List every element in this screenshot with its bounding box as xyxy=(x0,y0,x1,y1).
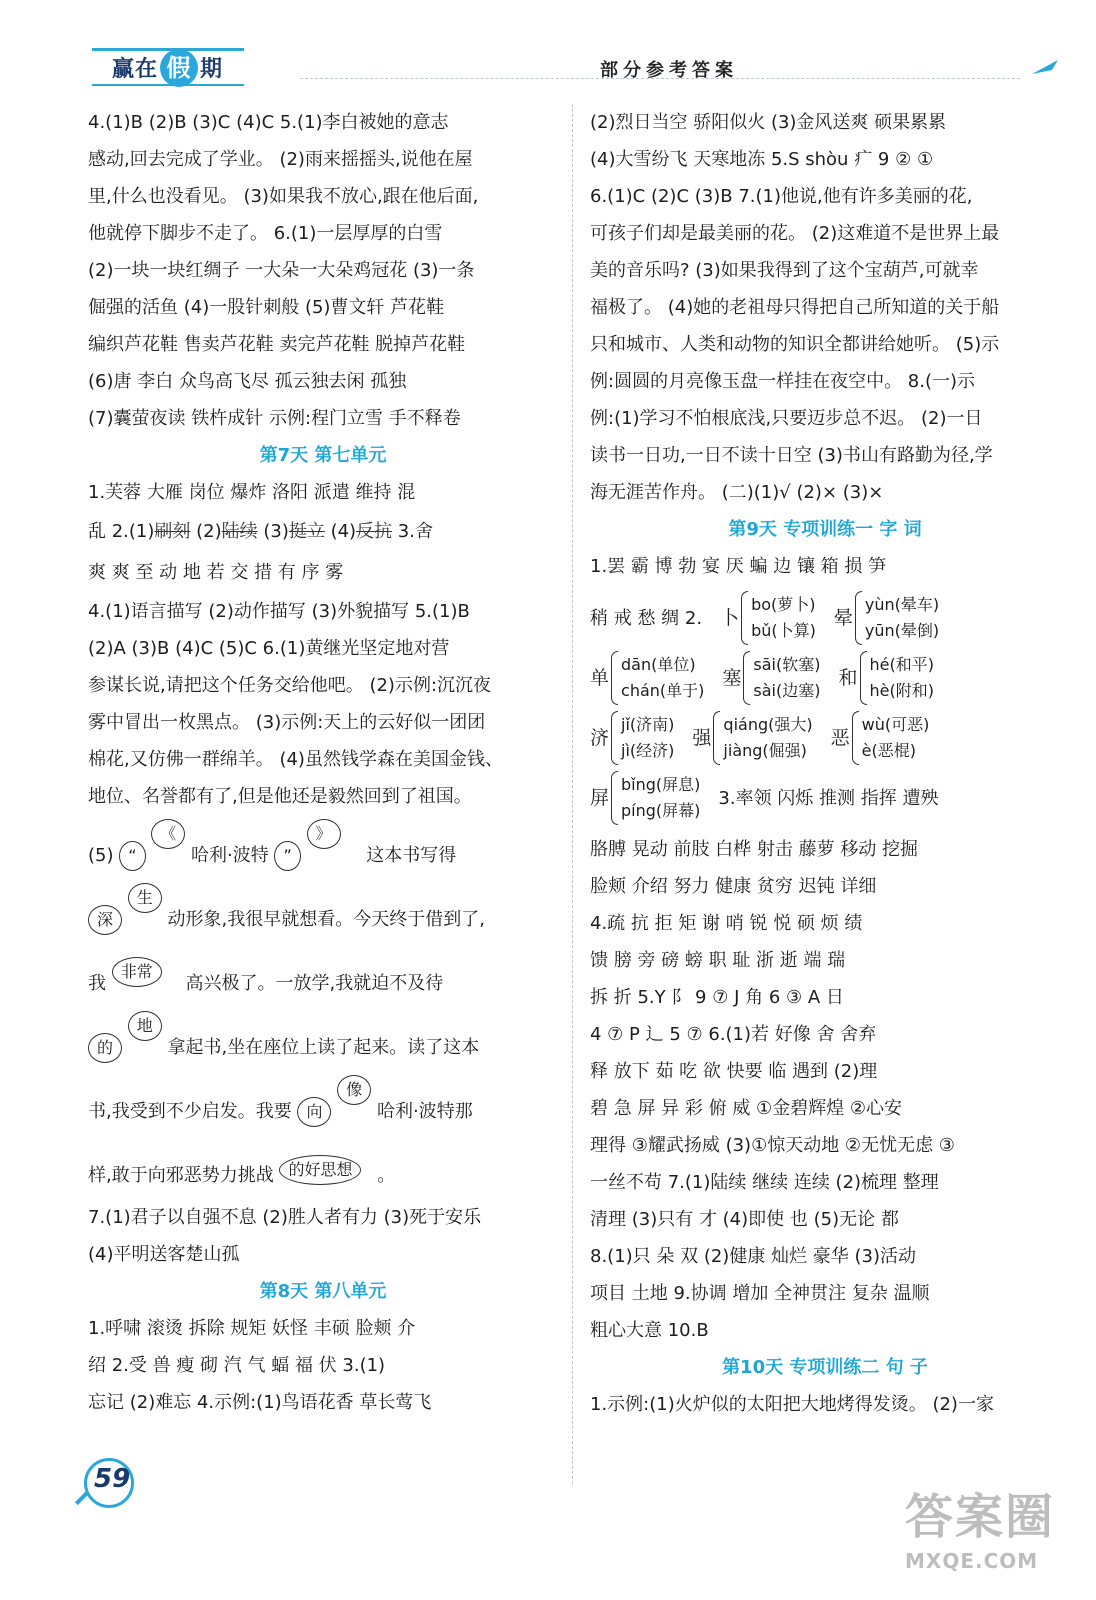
polyphone-entry xyxy=(590,711,674,765)
answer-text: 稍 戒 愁 绸 2. xyxy=(590,607,703,629)
polyphone-group xyxy=(590,771,1060,825)
book-logo xyxy=(92,48,244,86)
proofread-mark: 《 xyxy=(151,819,185,849)
answer-line: 拆 折 5.Y 阝 9 ⑦ J 角 6 ③ A 日 xyxy=(590,987,844,1008)
watermark-url: MXQE.COM xyxy=(905,1549,1039,1573)
proofread-mark: 》 xyxy=(307,819,341,849)
proofread-mark: 像 xyxy=(337,1075,371,1105)
reading: chán(单于) xyxy=(621,681,705,700)
section-heading: 第9天 专项训练一 字 词 xyxy=(728,519,922,540)
brace-icon xyxy=(611,711,618,765)
corrected-word: 刷刻 xyxy=(154,521,191,542)
answer-line: 可孩子们却是最美丽的花。 (2)这难道不是世界上最 xyxy=(590,223,1000,244)
answer-text: 哈利·波特 xyxy=(191,845,269,866)
proofread-line xyxy=(88,1135,558,1199)
answer-line: 理得 ③耀武扬威 (3)①惊天动地 ②无忧无虑 ③ xyxy=(590,1135,955,1156)
answer-line: 4.(1)语言描写 (2)动作描写 (3)外貌描写 5.(1)B xyxy=(88,601,470,622)
reading: yūn(晕倒) xyxy=(864,621,940,640)
answer-line: 4.(1)B (2)B (3)C (4)C 5.(1)李白被她的意志 xyxy=(88,112,449,133)
answer-line: 雾中冒出一枚黑点。 (3)示例:天上的云好似一团团 xyxy=(88,712,486,733)
polyphone-entry xyxy=(590,771,700,825)
brace-icon xyxy=(611,651,618,705)
proofread-mark: 向 xyxy=(297,1097,331,1127)
polyphone-entry xyxy=(590,651,704,705)
answer-line: 项目 土地 9.协调 增加 全神贯注 复杂 温顺 xyxy=(590,1283,930,1304)
answer-line: 他就停下脚步不走了。 6.(1)一层厚厚的白雪 xyxy=(88,223,443,244)
answer-line: 福极了。 (4)她的老祖母只得把自己所知道的关于船 xyxy=(590,297,1000,318)
answer-line: (2)A (3)B (4)C (5)C 6.(1)黄继光坚定地对营 xyxy=(88,638,450,659)
answer-line: (4)大雪纷飞 天寒地冻 5.S shòu 疒 9 ② ① xyxy=(590,149,934,170)
answer-line: 美的音乐吗? (3)如果我得到了这个宝葫芦,可就幸 xyxy=(590,260,979,281)
answer-text: 高兴极了。一放学,我就迫不及待 xyxy=(185,973,444,994)
answer-text: 3.率领 闪烁 推测 指挥 遭殃 xyxy=(718,787,939,809)
page-number xyxy=(88,1458,148,1508)
answer-text: 动形象,我很早就想看。今天终于借到了, xyxy=(167,909,485,930)
corrected-word: 挺立 xyxy=(288,521,325,542)
answer-line: 释 放下 茹 吃 欲 快要 临 遇到 (2)理 xyxy=(590,1061,878,1082)
reading: qiáng(强大) xyxy=(723,715,813,734)
answer-text: 。 xyxy=(377,1165,396,1186)
answer-line: (2)一块一块红绸子 一大朵一大朵鸡冠花 (3)一条 xyxy=(88,260,475,281)
polyphone-char: 单 xyxy=(590,666,610,689)
right-column xyxy=(590,104,1060,1423)
answer-text: 拿起书,坐在座位上读了起来。读了这本 xyxy=(167,1037,480,1058)
brace-icon xyxy=(860,651,867,705)
answer-text: (4) xyxy=(324,521,357,542)
reading: wù(可恶) xyxy=(861,715,930,734)
reading: hè(附和) xyxy=(869,681,934,700)
brace-icon xyxy=(741,591,748,645)
polyphone-group xyxy=(590,651,1060,705)
answer-line: 里,什么也没看见。 (3)如果我不放心,跟在他后面, xyxy=(88,186,479,207)
answer-line: (4)平明送客楚山孤 xyxy=(88,1244,240,1265)
page-header xyxy=(0,0,1096,95)
column-divider xyxy=(572,104,573,1484)
logo-text-pre: 赢在 xyxy=(112,57,159,82)
answer-line: 碧 急 屏 异 彩 俯 威 ①金碧辉煌 ②心安 xyxy=(590,1098,903,1119)
section-heading: 第7天 第七单元 xyxy=(259,445,387,466)
proofread-mark: 生 xyxy=(128,883,162,913)
polyphone-char: 晕 xyxy=(833,606,853,629)
polyphone-entry xyxy=(720,591,816,645)
reading: è(恶棍) xyxy=(861,741,916,760)
section-heading: 第10天 专项训练二 句 子 xyxy=(722,1357,928,1378)
polyphone-entry xyxy=(834,591,939,645)
answer-line: 海无涯苦作舟。 (二)(1)√ (2)× (3)× xyxy=(590,482,884,503)
section-heading: 第8天 第八单元 xyxy=(259,1281,387,1302)
answer-text: 哈利·波特那 xyxy=(376,1101,473,1122)
reading: bo(萝卜) xyxy=(751,595,816,614)
proofread-mark: 的 xyxy=(88,1033,122,1063)
reading: jì(经济) xyxy=(621,741,675,760)
proofread-line xyxy=(88,1071,558,1135)
answer-text: 乱 2.(1) xyxy=(88,521,155,542)
answer-line: 1.罢 霸 博 勃 宴 厌 蝙 边 镶 箱 损 笋 xyxy=(590,556,887,577)
answer-text: 书,我受到不少启发。我要 xyxy=(88,1101,292,1122)
arrow-decoration-icon xyxy=(1030,56,1062,78)
answer-line: 绍 2.受 兽 瘦 砌 汽 气 蝠 福 伏 3.(1) xyxy=(88,1355,386,1376)
answer-text: (5) xyxy=(88,845,114,866)
reading: hé(和平) xyxy=(869,655,934,674)
brace-icon xyxy=(852,711,859,765)
answer-line: 只和城市、人类和动物的知识全都讲给她听。 (5)示 xyxy=(590,334,1000,355)
polyphone-entry xyxy=(831,711,930,765)
answer-line: 1.示例:(1)火炉似的太阳把大地烤得发烫。 (2)一家 xyxy=(590,1394,994,1415)
answer-line: 例:圆圆的月亮像玉盘一样挂在夜空中。 8.(一)示 xyxy=(590,371,976,392)
brace-icon xyxy=(855,591,862,645)
polyphone-group xyxy=(590,711,1060,765)
magnifier-handle xyxy=(75,1491,89,1505)
logo-text-post: 期 xyxy=(200,57,224,82)
answer-line: 1.呼啸 滚烫 拆除 规矩 妖怪 丰硕 脸颊 介 xyxy=(88,1318,416,1339)
proofread-mark: 深 xyxy=(88,905,122,935)
answer-line: (6)唐 李白 众鸟高飞尽 孤云独去闲 孤独 xyxy=(88,371,407,392)
brace-icon xyxy=(743,651,750,705)
polyphone-char: 屏 xyxy=(590,786,610,809)
polyphone-char: 卜 xyxy=(720,606,740,629)
watermark-logo: 答案圈 xyxy=(905,1489,1056,1545)
answer-line: 4 ⑦ P 辶 5 ⑦ 6.(1)若 好像 舍 舍弃 xyxy=(590,1024,877,1045)
proofread-mark: ” xyxy=(274,841,300,871)
answer-line: 读书一日功,一日不读十日空 (3)书山有路勤为径,学 xyxy=(590,445,993,466)
answer-text: 样,敢于向邪恶势力挑战 xyxy=(88,1165,274,1186)
left-column xyxy=(88,104,558,1421)
reading: jǐ(济南) xyxy=(621,715,675,734)
page-number-text: 59 xyxy=(94,1464,131,1494)
proofread-mark: 的好思想 xyxy=(279,1155,361,1185)
answer-line: 忘记 (2)难忘 4.示例:(1)鸟语花香 草长莺飞 xyxy=(88,1392,432,1413)
answer-line: 棉花,又仿佛一群绵羊。 (4)虽然钱学森在美国金钱、 xyxy=(88,749,503,770)
answer-line: 地位、名誉都有了,但是他还是毅然回到了祖国。 xyxy=(88,786,472,807)
answer-text: 我 xyxy=(88,973,106,994)
answer-line: 爽 爽 至 动 地 若 交 措 有 序 雾 xyxy=(88,562,344,583)
polyphone-entry xyxy=(722,651,820,705)
polyphone-char: 塞 xyxy=(722,666,742,689)
answer-line xyxy=(88,511,558,553)
reading: bǔ(卜算) xyxy=(751,621,816,640)
answer-line: 感动,回去完成了学业。 (2)雨来摇摇头,说他在屋 xyxy=(88,149,473,170)
answer-text: 这本书写得 xyxy=(366,845,457,866)
corrected-word: 反抗 xyxy=(356,521,393,542)
reading: sài(边塞) xyxy=(753,681,821,700)
answer-text: (3) xyxy=(257,521,289,542)
answer-line: 清理 (3)只有 才 (4)即使 也 (5)无论 都 xyxy=(590,1209,899,1230)
answer-line: 例:(1)学习不怕根底浅,只要迈步总不迟。 (2)一日 xyxy=(590,408,983,429)
answer-line: 8.(1)只 朵 双 (2)健康 灿烂 豪华 (3)活动 xyxy=(590,1246,916,1267)
answer-line: 4.疏 抗 拒 矩 谢 哨 锐 悦 硕 烦 绩 xyxy=(590,913,863,934)
answer-line: (2)烈日当空 骄阳似火 (3)金风送爽 硕果累累 xyxy=(590,112,947,133)
watermark xyxy=(905,1478,1065,1588)
brace-icon xyxy=(611,771,618,825)
answer-line: 脸颊 介绍 努力 健康 贫穷 迟钝 详细 xyxy=(590,876,877,897)
answer-line: 6.(1)C (2)C (3)B 7.(1)他说,他有许多美丽的花, xyxy=(590,186,973,207)
answer-line: 7.(1)君子以自强不息 (2)胜人者有力 (3)死于安乐 xyxy=(88,1207,482,1228)
answer-line: 馈 膀 旁 磅 螃 职 耻 浙 逝 端 瑞 xyxy=(590,950,846,971)
polyphone-entry xyxy=(838,651,934,705)
logo-text-big: 假 xyxy=(160,49,198,87)
reading: yùn(晕车) xyxy=(864,595,940,614)
proofread-line xyxy=(88,815,558,879)
brace-icon xyxy=(713,711,720,765)
reading: dān(单位) xyxy=(621,655,696,674)
answer-text: (2) xyxy=(190,521,222,542)
answer-line: 参谋长说,请把这个任务交给他吧。 (2)示例:沉沉夜 xyxy=(88,675,492,696)
reading: jiàng(倔强) xyxy=(723,741,807,760)
proofread-line xyxy=(88,1007,558,1071)
reading: píng(屏幕) xyxy=(621,801,701,820)
page-title: 部分参考答案 xyxy=(600,60,738,81)
answer-line: 倔强的活鱼 (4)一股针刺般 (5)曹文轩 芦花鞋 xyxy=(88,297,445,318)
polyphone-char: 恶 xyxy=(830,726,850,749)
proofread-mark: 地 xyxy=(128,1011,162,1041)
proofread-line xyxy=(88,943,558,1007)
answer-line: (7)囊萤夜读 铁杵成针 示例:程门立雪 手不释卷 xyxy=(88,408,461,429)
polyphone-char: 济 xyxy=(590,726,610,749)
proofread-line xyxy=(88,879,558,943)
answer-line: 1.芙蓉 大雁 岗位 爆炸 洛阳 派遣 维持 混 xyxy=(88,482,416,503)
corrected-word: 陆续 xyxy=(221,521,258,542)
answer-line: 编织芦花鞋 售卖芦花鞋 卖完芦花鞋 脱掉芦花鞋 xyxy=(88,334,466,355)
reading: bǐng(屏息) xyxy=(621,775,701,794)
polyphone-group xyxy=(590,591,1060,645)
answer-line: 胳膊 晃动 前肢 白桦 射击 藤萝 移动 挖掘 xyxy=(590,839,919,860)
proofread-mark: “ xyxy=(119,841,145,871)
polyphone-entry xyxy=(692,711,812,765)
polyphone-char: 和 xyxy=(838,666,858,689)
reading: sāi(软塞) xyxy=(753,655,821,674)
answer-line: 粗心大意 10.B xyxy=(590,1320,709,1341)
proofread-mark: 非常 xyxy=(112,957,162,987)
answer-text: 3.舍 xyxy=(392,521,433,542)
answer-line: 一丝不苟 7.(1)陆续 继续 连续 (2)梳理 整理 xyxy=(590,1172,939,1193)
polyphone-char: 强 xyxy=(692,726,712,749)
